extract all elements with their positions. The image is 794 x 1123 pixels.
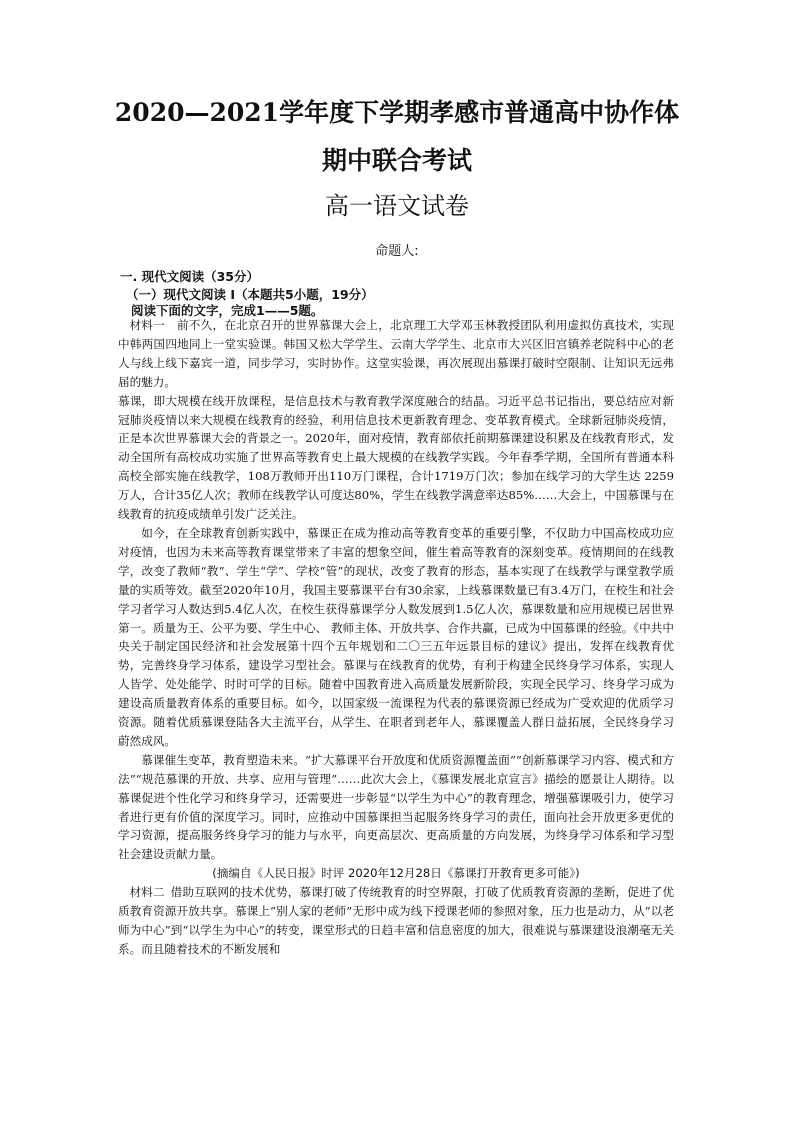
material1-label: 材料一 — [129, 318, 166, 332]
material1-paragraph1-text: 前不久，在北京召开的世界慕课大会上，北京理工大学邓玉林教授团队利用虚拟仿真技术，实现中韩两国四地同上一堂实验课。韩国又松大学学生、云南大学学生、北京市大兴区旧宫镇养老院科中心的老人与线上线下嘉宾一道，同步学习，实时协作。这堂实验课，再次展现出慕课打破时空限制、让知识无远弗届的魅力。 — [118, 318, 674, 389]
author-line: 命题人: — [375, 244, 419, 259]
passage-body — [118, 316, 674, 959]
section-heading-part1-1: （一）现代文阅读 I（本题共5小题，19分） — [126, 287, 374, 302]
material1-source: (摘编自《人民日报》时评 2020年12月28日《慕课打开教育更多可能》) — [212, 866, 580, 881]
material1-paragraph1 — [118, 316, 674, 392]
reading-instruction: 阅读下面的文字，完成1——5题。 — [131, 303, 324, 318]
exam-title-line2: 期中联合考试 — [321, 146, 472, 175]
material2-label: 材料二 — [129, 885, 165, 900]
material1-paragraph2: 慕课，即大规模在线开放课程，是信息技术与教育教学深度融合的结晶。习近平总书记指出，要总结应对新冠肺炎疫情以来大规模在线教育的经验，利用信息技术更新教育理念、变革教育模式。全球新冠肺炎疫情，正是本次世界慕课大会的背景之一。2020年，面对疫情，教育部依托前期慕课建设积累及在线教育形式，发动全国所有高校成功实施了世界高等教育史上最大规模的在线教学实践。今年春季学期，全国所有普通本科高校全部实施在线教学，108万教师开出110万门课程，合计1719万门次；参加在线学习的大学生达 2259万人，合计35亿人次；教师在线教学认可度达80%，学生在线教学满意率达85%……大会上，中国慕课与在线教育的抗疫成绩单引发广泛关注。 — [118, 393, 674, 522]
exam-subtitle: 高一语文试卷 — [325, 192, 469, 220]
exam-title-line1: 2020—2021学年度下学期孝感市普通高中协作体 — [114, 98, 680, 127]
section-heading-part1: 一. 现代文阅读（35分） — [120, 269, 259, 284]
material1-paragraph4: 慕课催生变革，教育塑造未来。“扩大慕课平台开放度和优质资源覆盖面”“创新慕课学习内容、模式和方法”“规范慕课的开放、共享、应用与管理”……此次大会上，《慕课发展北京宣言》描绘的愿景让人期待。以慕课促进个性化学习和终身学习，还需要进一步彰显“以学生为中心”的教育理念，增强慕课吸引力，使学习者进行更有价值的深度学习。同时，应推动中国慕课担当起服务终身学习的责任，面向社会开放更多更优的学习资源，提高服务终身学习的能力与水平，向更高层次、更高质量的方向发展，为终身学习体系和学习型社会建设贡献力量。 — [118, 752, 674, 862]
material2-paragraph1-text: 借助互联网的技术优势，慕课打破了传统教育的时空界限，打破了优质教育资源的垄断，促进了优质教育资源开放共享。慕课上“别人家的老师”无形中成为线下授课老师的参照对象，压力也是动力，从“以老师为中心”到“以学生为中心”的转变，课堂形式的日趋丰富和信息密度的加大，很难说与慕课建设浪潮毫无关系。而且随着技术的不断发展和 — [118, 885, 674, 956]
material2-paragraph1 — [118, 883, 674, 959]
material1-paragraph3: 如今，在全球教育创新实践中，慕课正在成为推动高等教育变革的重要引擎，不仅助力中国高校成功应对疫情，也因为未来高等教育课堂带来了丰富的想象空间，催生着高等教育的深刻变革。疫情期间的在线教学，改变了教师“教”、学生“学”、学校“管”的现状，改变了教育的形态，基本实现了在线教学与课堂教学质量的实质等效。截至2020年10月，我国主要慕课平台有30余家，上线慕课数量已有3.4万门，在校生和社会学习者学习人数达到5.4亿人次，在校生获得慕课学分人数发展到1.5亿人次，慕课数量和应用规模已居世界第一。质量为王、公平为要、学生中心、 教师主体、开放共享、合作共赢，已成为中国慕课的经验。《中共中央关于制定国民经济和社会发展第十四个五年规划和二〇三五年远景目标的建议》提出，发挥在线教育优势，完善终身学习体系，建设学习型社会。慕课与在线教育的优势，有利于构建全民终身学习体系，实现人人皆学、处处能学、时时可学的目标。随着中国教育进入高质量发展新阶段，实现全民学习、终身学习成为建设高质量教育体系的重要目标。如今，以国家级一流课程为代表的慕课资源已经成为广受欢迎的优质学习资源。随着优质慕课登陆各大主流平台，从学生、在职者到老年人，慕课覆盖人群日益拓展，全民终身学习蔚然成风。 — [118, 525, 674, 748]
